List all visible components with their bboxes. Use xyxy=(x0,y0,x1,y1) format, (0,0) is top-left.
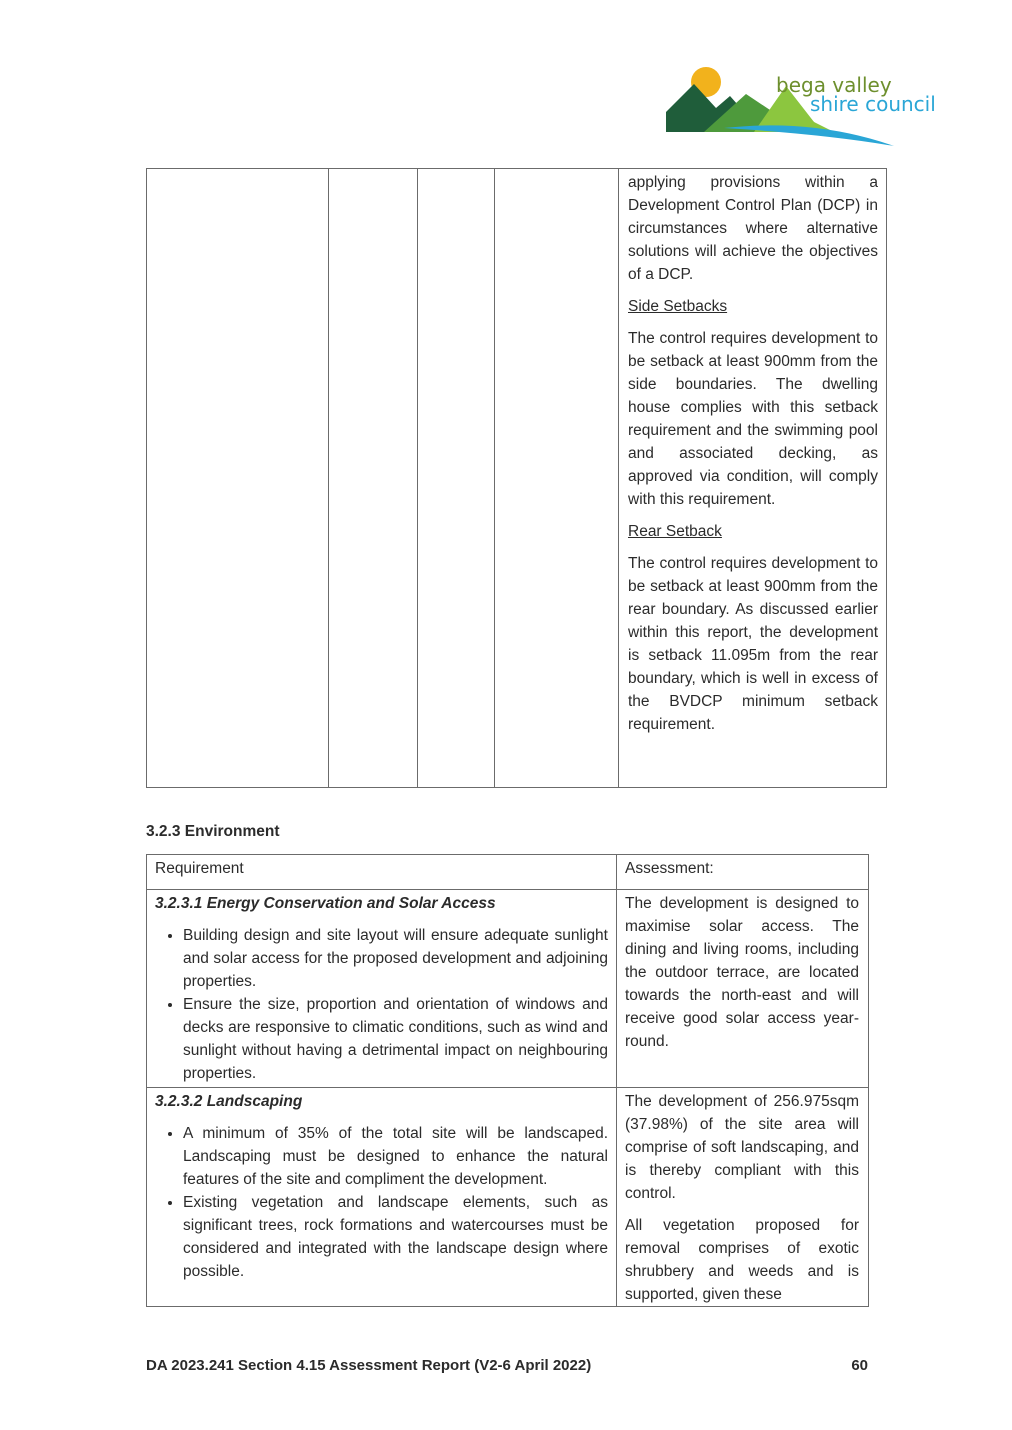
assessment-cell xyxy=(617,890,869,1088)
assessment-paragraph: The development is designed to maximise solar access. The dining and living rooms, including the outdoor terrace, are located towards the north-east and will receive good solar access year-round. xyxy=(625,895,859,1050)
assessment-cell xyxy=(619,169,887,788)
requirement-cell xyxy=(147,1088,617,1307)
list-item: • A minimum of 35% of the total site will be landscaped. Landscaping must be designed to enhance the natural features of the site and compliment the development. xyxy=(183,1122,608,1191)
logo-water xyxy=(724,125,894,146)
requirement-list xyxy=(155,924,608,1085)
assessment-header: Assessment: xyxy=(617,855,869,890)
section-heading: 3.2.3 Environment xyxy=(146,823,280,840)
report-title: DA 2023.241 Section 4.15 Assessment Report (V2-6 April 2022) xyxy=(146,1357,592,1374)
empty-cell xyxy=(418,169,495,788)
table-row xyxy=(147,890,869,1088)
requirement-title: 3.2.3.1 Energy Conservation and Solar Access xyxy=(155,895,496,912)
requirement-cell xyxy=(147,890,617,1088)
list-item: • Building design and site layout will ensure adequate sunlight and solar access for the proposed development and adjoining properties. xyxy=(183,924,608,993)
logo-line-1: bega valley xyxy=(776,73,892,97)
requirement-list xyxy=(155,1122,608,1283)
page-number: 60 xyxy=(851,1357,868,1374)
empty-cell xyxy=(329,169,418,788)
rear-setback-text: The control requires development to be setback at least 900mm from the rear boundary. As discussed earlier within this report, the development is setback 11.095m from the rear boundary, which is well in excess of the BVDCP minimum setback requirement. xyxy=(628,555,878,733)
logo-wordmark xyxy=(776,73,936,116)
empty-cell xyxy=(495,169,619,788)
council-logo xyxy=(664,62,936,154)
side-setbacks-text: The control requires development to be setback at least 900mm from the side boundaries. The dwelling house complies with this setback requirement and the swimming pool and associated decking, as approved via condition, will comply with this requirement. xyxy=(628,330,878,508)
table-header-row xyxy=(147,855,869,890)
requirement-title: 3.2.3.2 Landscaping xyxy=(155,1093,303,1110)
logo-line-2: shire council xyxy=(810,92,936,116)
assessment-paragraph: The development of 256.975sqm (37.98%) of the site area will comprise of soft landscaping, and is thereby compliant with this control. xyxy=(625,1093,859,1202)
requirement-header: Requirement xyxy=(147,855,617,890)
assessment-cell xyxy=(617,1088,869,1307)
side-setbacks-heading: Side Setbacks xyxy=(628,298,728,315)
setback-continuation-table xyxy=(146,168,887,788)
list-item: • Existing vegetation and landscape elements, such as significant trees, rock formations and watercourses must be considered and integrated with the landscape design where possible. xyxy=(183,1191,608,1283)
page-footer xyxy=(146,1357,868,1374)
list-item: • Ensure the size, proportion and orientation of windows and decks are responsive to climatic conditions, such as wind and sunlight without having a detrimental impact on neighbouring properties. xyxy=(183,993,608,1085)
empty-cell xyxy=(147,169,329,788)
assessment-paragraph: All vegetation proposed for removal comprises of exotic shrubbery and weeds and is supported, given these xyxy=(625,1217,859,1303)
environment-table xyxy=(146,854,869,1307)
rear-setback-heading: Rear Setback xyxy=(628,523,722,540)
table-row xyxy=(147,1088,869,1307)
intro-paragraph: applying provisions within a Development Control Plan (DCP) in circumstances where alternative solutions will achieve the objectives of a DCP. xyxy=(628,174,878,283)
